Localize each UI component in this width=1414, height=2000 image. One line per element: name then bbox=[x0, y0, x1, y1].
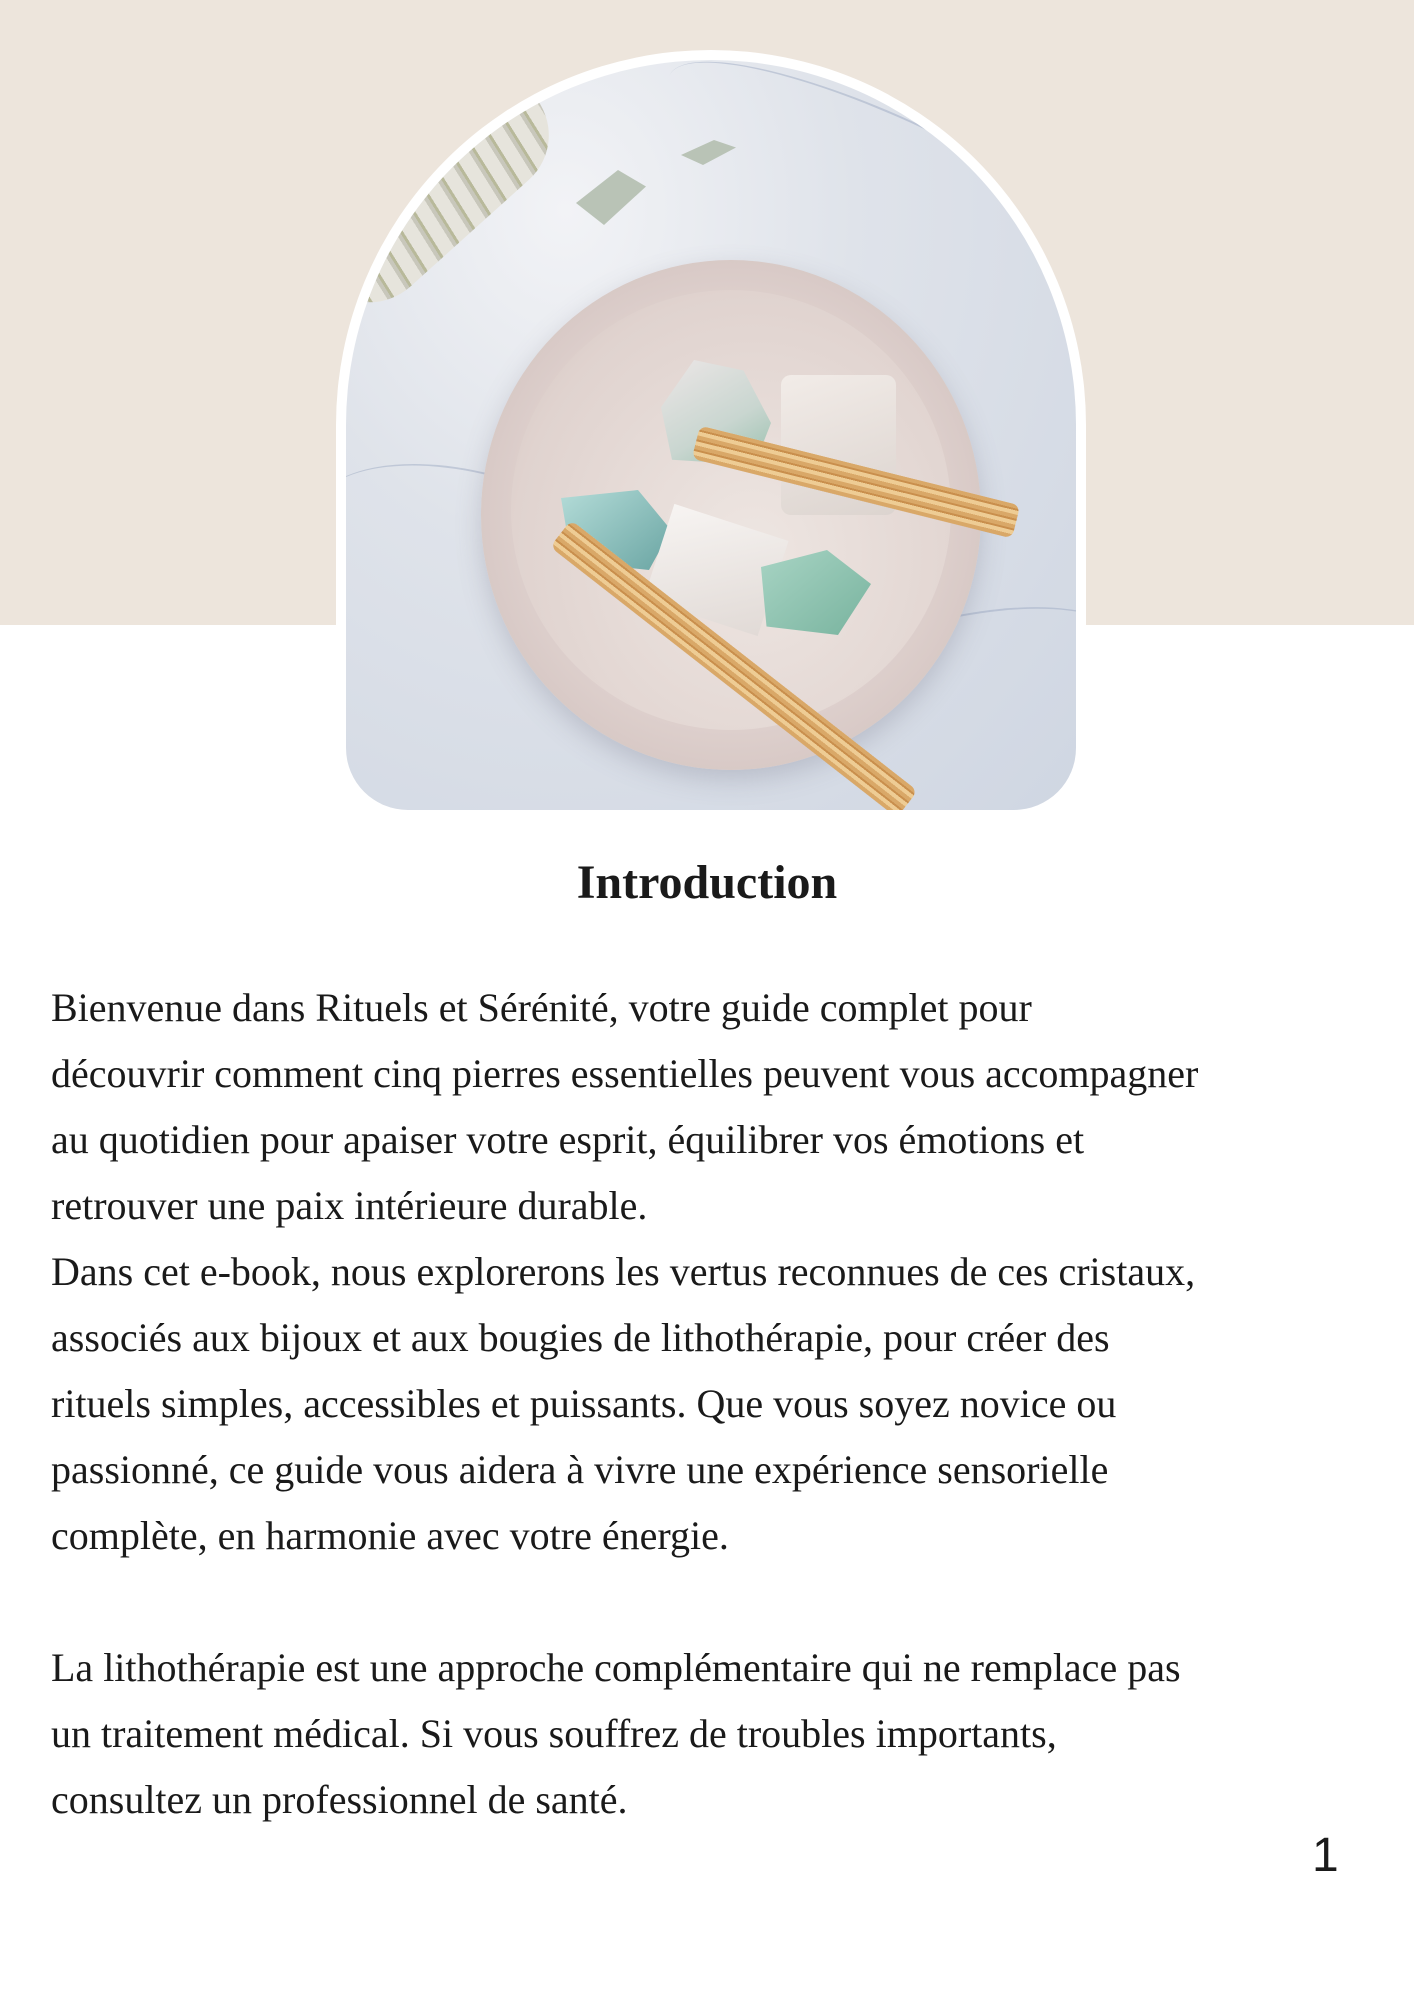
text-line: au quotidien pour apaiser votre esprit, équilibrer vos émotions et bbox=[51, 1117, 1085, 1162]
text-line: complète, en harmonie avec votre énergie. bbox=[51, 1513, 729, 1558]
text-line: rituels simples, accessibles et puissants. Que vous soyez novice ou bbox=[51, 1381, 1117, 1426]
paragraph-welcome bbox=[51, 975, 1391, 1239]
crystals-bowl-photo bbox=[346, 60, 1076, 810]
text-line: associés aux bijoux et aux bougies de lithothérapie, pour créer des bbox=[51, 1315, 1110, 1360]
text-line: un traitement médical. Si vous souffrez de troubles importants, bbox=[51, 1711, 1057, 1756]
text-line: consultez un professionnel de santé. bbox=[51, 1777, 628, 1822]
text-line: Dans cet e-book, nous explorerons les vertus reconnues de ces cristaux, bbox=[51, 1249, 1196, 1294]
paragraph-ebook bbox=[51, 1239, 1391, 1569]
text-line: passionné, ce guide vous aidera à vivre une expérience sensorielle bbox=[51, 1447, 1109, 1492]
page-number: 1 bbox=[1312, 1829, 1339, 1882]
intro-body bbox=[51, 975, 1391, 1833]
page-title: Introduction bbox=[576, 856, 838, 909]
arch-frame bbox=[336, 50, 1086, 820]
text-line: La lithothérapie est une approche complémentaire qui ne remplace pas bbox=[51, 1645, 1181, 1690]
stone-bowl bbox=[481, 260, 981, 770]
text-line: Bienvenue dans Rituels et Sérénité, votre guide complet pour bbox=[51, 985, 1032, 1030]
text-line: découvrir comment cinq pierres essentielles peuvent vous accompagner bbox=[51, 1051, 1199, 1096]
paragraph-disclaimer bbox=[51, 1635, 1391, 1833]
text-line: retrouver une paix intérieure durable. bbox=[51, 1183, 648, 1228]
